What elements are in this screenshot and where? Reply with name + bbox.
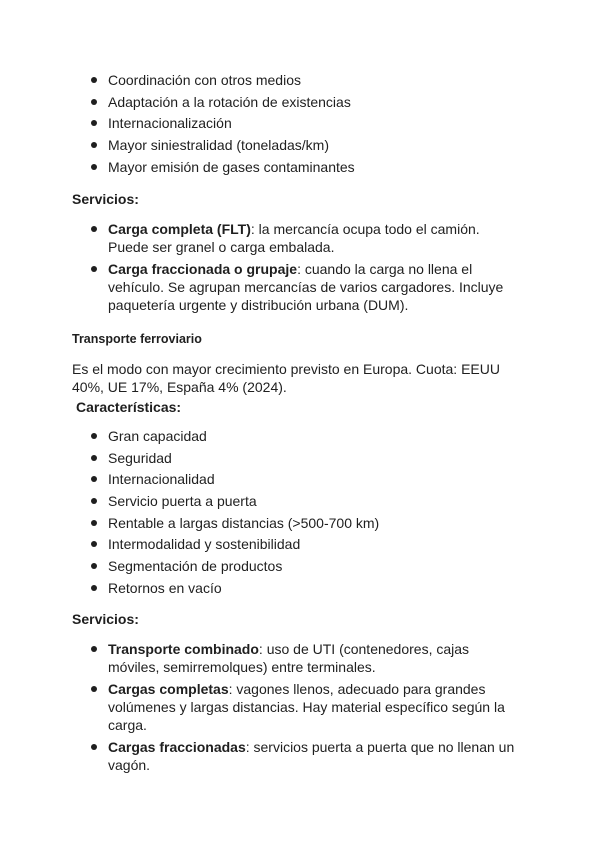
bullet-icon — [91, 563, 97, 569]
list-item — [90, 557, 520, 579]
list-item — [90, 738, 520, 774]
list-item-text: Gran capacidad — [108, 428, 207, 444]
bullet-icon — [91, 266, 97, 272]
services-list-road — [90, 220, 520, 318]
section-heading-ferroviario: Transporte ferroviario — [72, 332, 202, 346]
list-item-text: Internacionalidad — [108, 471, 215, 488]
service-description: : vagones llenos, adecuado para grandes volúmenes y largas distancias. Hay material específico según la carga. — [108, 681, 505, 733]
bullet-icon — [91, 541, 97, 547]
list-item — [90, 93, 520, 115]
list-item-text: Segmentación de productos — [108, 558, 283, 575]
bullet-icon — [91, 585, 97, 591]
list-item — [90, 514, 520, 536]
service-term: Cargas fraccionadas — [108, 739, 246, 755]
list-item — [90, 449, 520, 471]
list-item — [90, 470, 520, 492]
bullet-icon — [91, 744, 97, 750]
services-list-rail — [90, 640, 520, 778]
bullet-icon — [91, 455, 97, 461]
list-item-text: Mayor siniestralidad (toneladas/km) — [108, 137, 329, 154]
bullet-icon — [91, 498, 97, 504]
list-item-text: Mayor emisión de gases contaminantes — [108, 158, 355, 175]
characteristics-list-road — [90, 71, 520, 179]
list-item — [90, 640, 520, 676]
list-item — [90, 492, 520, 514]
service-term: Transporte combinado — [108, 641, 259, 657]
bullet-icon — [91, 120, 97, 126]
characteristics-heading: Características: — [76, 399, 182, 415]
list-item — [90, 220, 520, 256]
bullet-icon — [91, 686, 97, 692]
bullet-icon — [91, 646, 97, 652]
list-item-text: Rentable a largas distancias (>500-700 km) — [108, 514, 380, 531]
list-item — [90, 535, 520, 557]
service-description: : la mercancía ocupa todo el camión. Puede ser granel o carga embalada. — [108, 221, 480, 255]
list-item — [90, 680, 520, 734]
list-item-text: Seguridad — [108, 449, 172, 466]
bullet-icon — [91, 142, 97, 148]
list-item — [90, 136, 520, 158]
list-item-text: Servicio puerta a puerta — [108, 493, 257, 510]
service-term: Carga completa (FLT) — [108, 221, 251, 237]
bullet-icon — [91, 226, 97, 232]
characteristics-list-rail — [90, 427, 520, 601]
intro-paragraph: Es el modo con mayor crecimiento previsto en Europa. Cuota: EEUU 40%, UE 17%, España 4% (2024). — [72, 361, 500, 395]
list-item — [90, 579, 520, 601]
services-heading: Servicios: — [72, 611, 139, 627]
list-item — [90, 71, 520, 93]
bullet-icon — [91, 520, 97, 526]
list-item-text: Internacionalización — [108, 115, 232, 132]
bullet-icon — [91, 476, 97, 482]
services-heading: Servicios: — [72, 191, 139, 207]
service-term: Carga fraccionada o grupaje — [108, 261, 298, 277]
service-term: Cargas completas — [108, 681, 229, 697]
list-item-text: Retornos en vacío — [108, 579, 222, 596]
list-item-text: Coordinación con otros medios — [108, 72, 301, 88]
bullet-icon — [91, 164, 97, 170]
bullet-icon — [91, 99, 97, 105]
bullet-icon — [91, 433, 97, 439]
service-description: : servicios puerta a puerta que no llenan un vagón. — [108, 739, 515, 773]
bullet-icon — [91, 77, 97, 83]
list-item — [90, 427, 520, 449]
list-item-text: Intermodalidad y sostenibilidad — [108, 536, 301, 553]
list-item-text: Adaptación a la rotación de existencias — [108, 93, 351, 110]
service-description: : uso de UTI (contenedores, cajas móviles, semirremolques) entre terminales. — [108, 641, 470, 675]
list-item — [90, 260, 520, 314]
service-description: : cuando la carga no llena el vehículo. Se agrupan mercancías de varios cargadores. Incluye paquetería urgente y distribución urbana (DUM). — [108, 261, 504, 313]
list-item — [90, 158, 520, 180]
list-item — [90, 114, 520, 136]
